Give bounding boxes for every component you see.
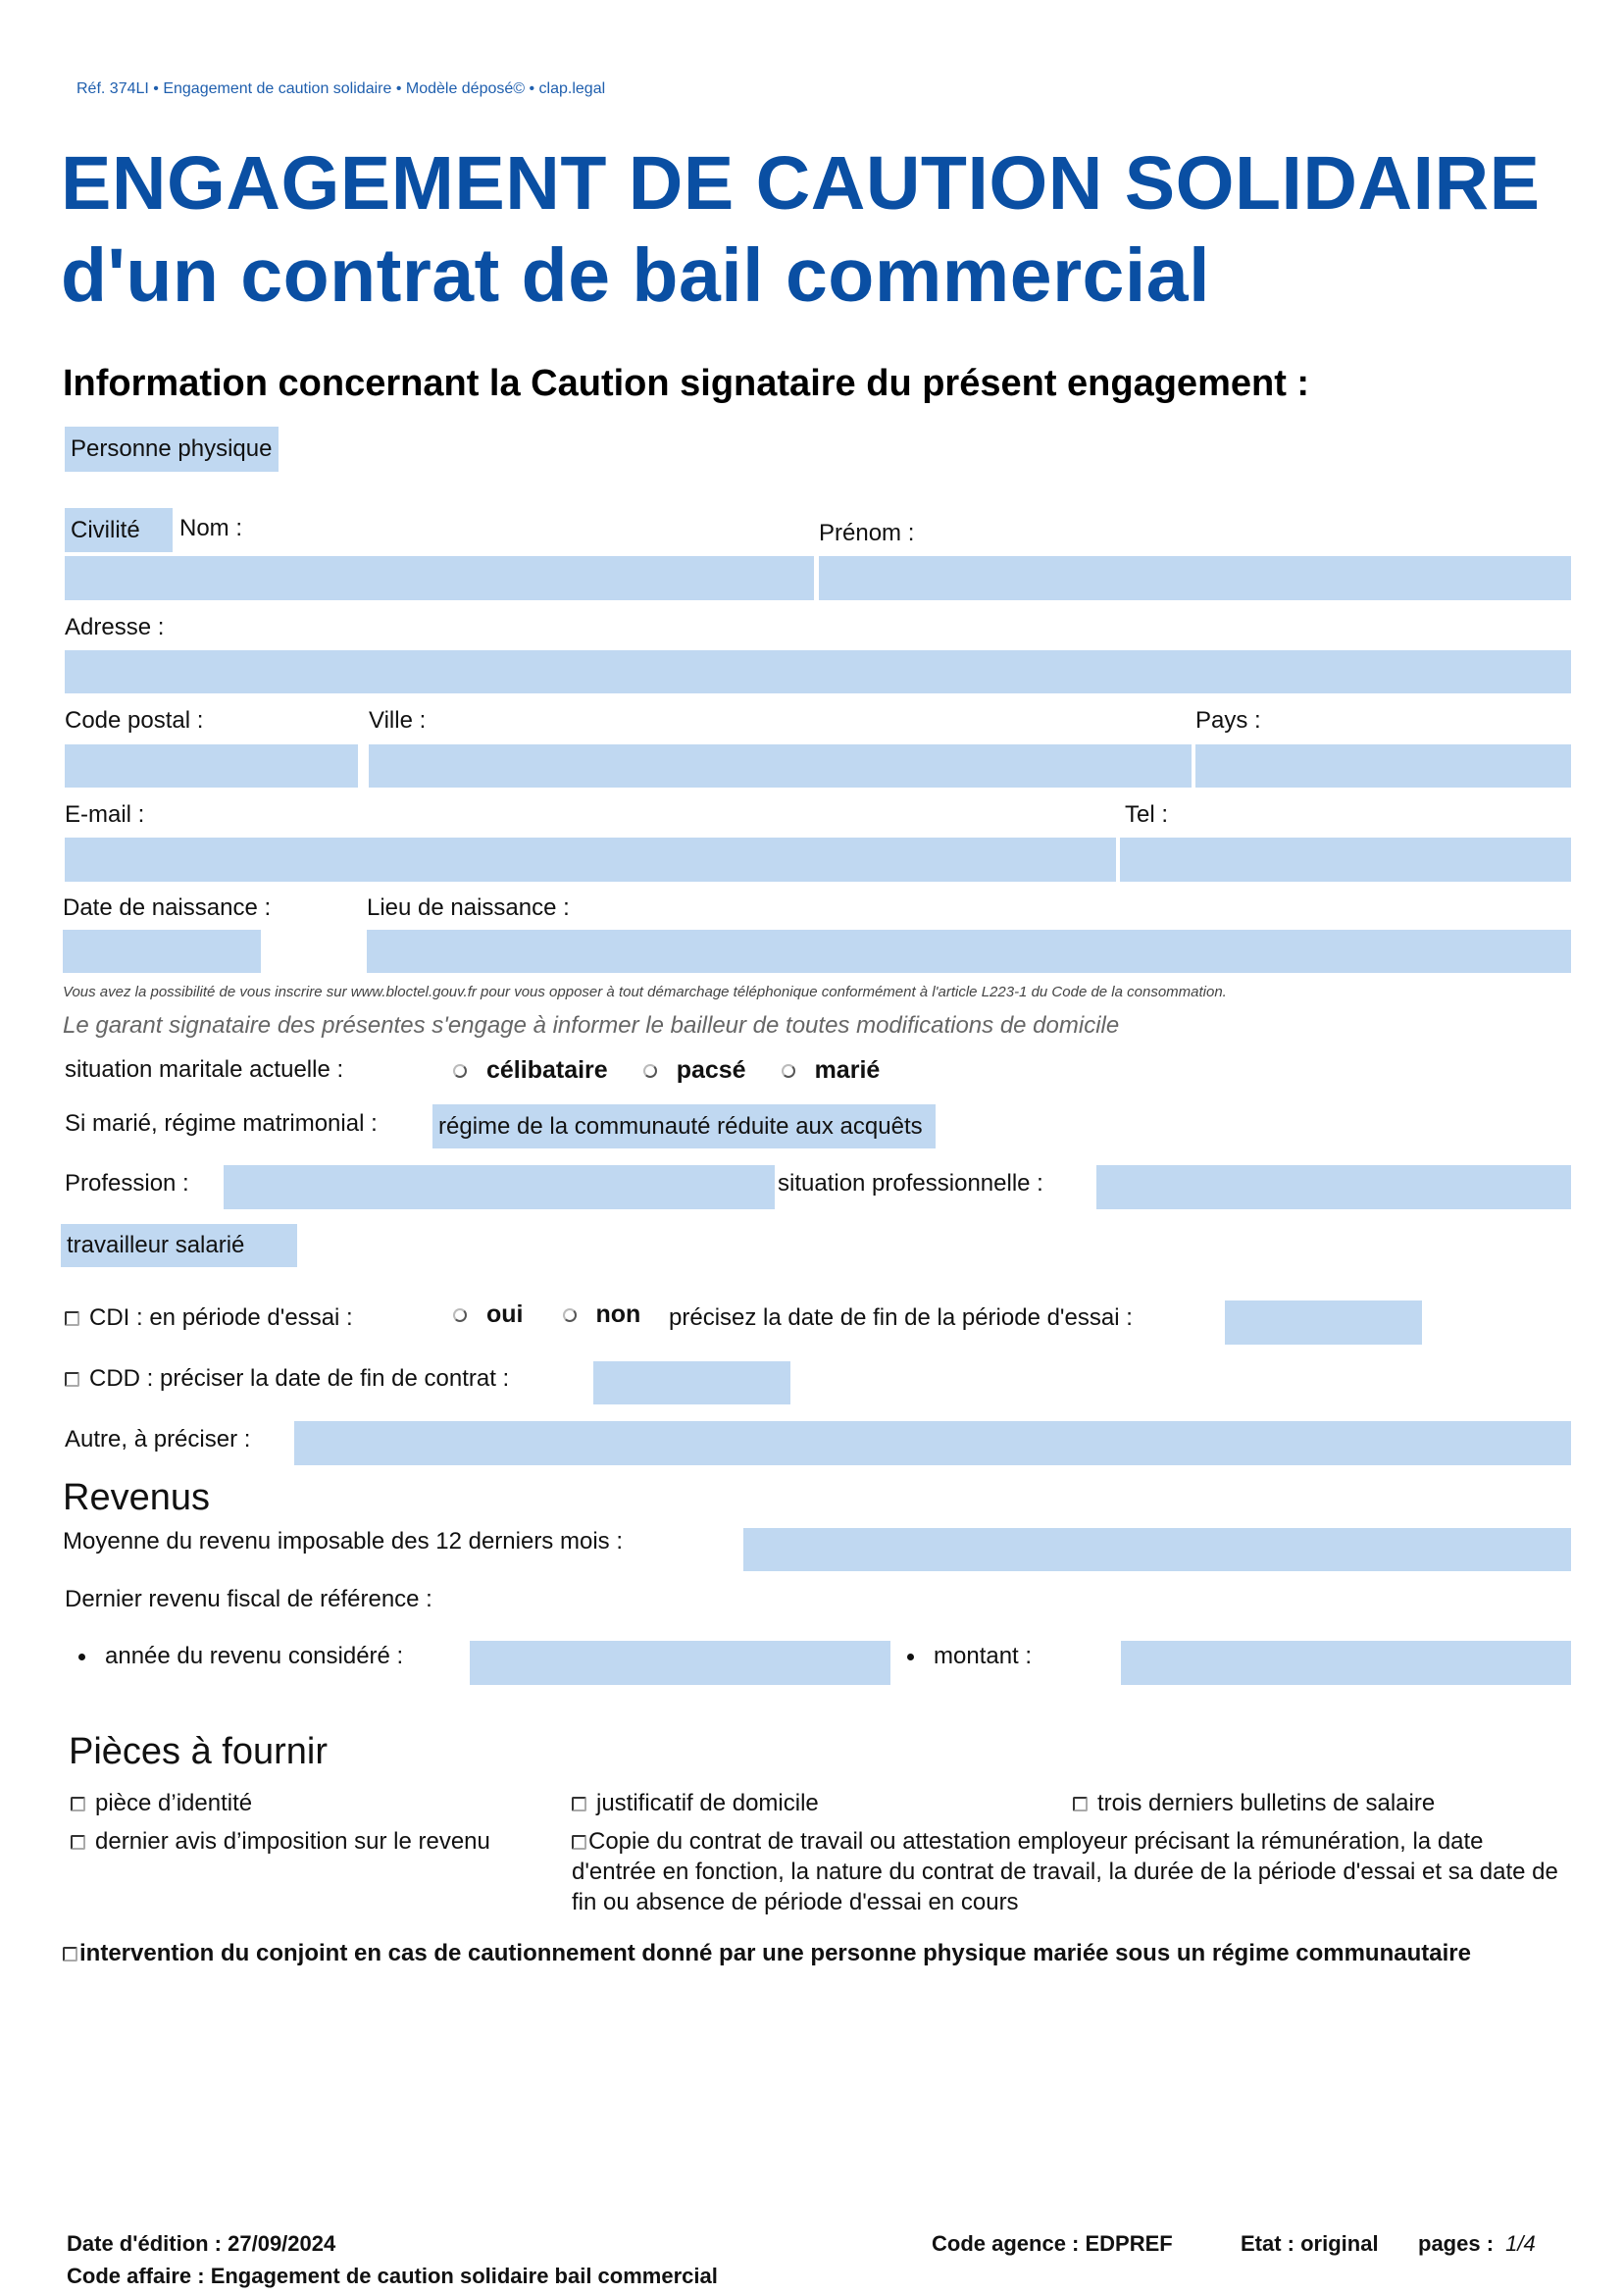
pieces-title: Pièces à fournir	[69, 1731, 329, 1772]
code-agence: Code agence : EDPREF	[932, 2231, 1173, 2256]
ville-field[interactable]	[369, 744, 1192, 788]
radio-pacse-label: pacsé	[676, 1056, 746, 1084]
radio-oui-label: oui	[486, 1300, 524, 1328]
profession-label: Profession :	[65, 1170, 189, 1197]
tel-field[interactable]	[1120, 838, 1571, 882]
domicile-note: Le garant signataire des présentes s'engage à informer le bailleur de toutes modifications de domicile	[63, 1012, 1120, 1039]
bulletins-salaire-label: trois derniers bulletins de salaire	[1097, 1790, 1436, 1816]
essai-fin-field[interactable]	[1225, 1300, 1422, 1345]
title-line-2: d'un contrat de bail commercial	[61, 233, 1210, 318]
cdi-label: CDI : en période d'essai :	[89, 1304, 353, 1331]
contrat-travail-label: Copie du contrat de travail ou attestation employeur précisant la rémunération, la date d'entrée en fonction, la nature du contrat de travail, la durée de la période d'essai et sa date de fin ou absence de période d'essai en cours	[572, 1828, 1558, 1915]
pays-label: Pays :	[1195, 707, 1261, 734]
conjoint-label: intervention du conjoint en cas de cautionnement donné par une personne physique mariée sous un régime communautaire	[79, 1940, 1471, 1966]
nom-field[interactable]	[65, 556, 814, 600]
pays-field[interactable]	[1195, 744, 1571, 788]
date-naissance-label: Date de naissance :	[63, 894, 272, 921]
lieu-naissance-label: Lieu de naissance :	[367, 894, 570, 921]
situation-maritale-label: situation maritale actuelle :	[65, 1056, 344, 1083]
piece-identite-checkbox[interactable]	[71, 1797, 85, 1811]
conjoint-row	[63, 1938, 1475, 1969]
cdd-checkbox[interactable]	[65, 1372, 79, 1387]
bullet-icon	[78, 1654, 85, 1660]
justificatif-domicile-checkbox[interactable]	[572, 1797, 586, 1811]
person-type-select[interactable]: Personne physique	[65, 427, 279, 472]
moyenne-revenu-field[interactable]	[743, 1528, 1571, 1571]
date-edition: Date d'édition : 27/09/2024	[67, 2231, 336, 2256]
document-reference: Réf. 374LI • Engagement de caution solidaire • Modèle déposé© • clap.legal	[76, 80, 606, 97]
radio-non-label: non	[595, 1300, 641, 1328]
revenu-fiscal-label: Dernier revenu fiscal de référence :	[65, 1586, 432, 1612]
montant-field[interactable]	[1121, 1641, 1571, 1685]
code-postal-field[interactable]	[65, 744, 358, 788]
montant-row	[907, 1643, 1032, 1670]
moyenne-revenu-label: Moyenne du revenu imposable des 12 derniers mois :	[63, 1528, 623, 1555]
cdi-row	[65, 1304, 353, 1332]
radio-pacse[interactable]	[643, 1064, 657, 1078]
bulletins-salaire-checkbox[interactable]	[1073, 1797, 1088, 1811]
contrat-travail-checkbox[interactable]	[572, 1835, 586, 1850]
ville-label: Ville :	[369, 707, 427, 734]
avis-imposition-label: dernier avis d’imposition sur le revenu	[95, 1828, 490, 1855]
autre-field[interactable]	[294, 1421, 1571, 1465]
essai-fin-label: précisez la date de fin de la période d'essai :	[669, 1304, 1133, 1331]
etat: Etat : original	[1241, 2231, 1379, 2256]
marital-radio-group	[453, 1056, 880, 1085]
pages-label: pages :	[1418, 2231, 1495, 2256]
piece-item	[71, 1826, 490, 1857]
piece-identite-label: pièce d’identité	[95, 1790, 253, 1816]
radio-celibataire-label: célibataire	[486, 1056, 608, 1084]
autre-label: Autre, à préciser :	[65, 1426, 251, 1453]
piece-item	[71, 1788, 252, 1818]
annee-revenu-label: année du revenu considéré :	[105, 1643, 404, 1669]
situation-pro-select[interactable]: travailleur salarié	[61, 1224, 297, 1267]
code-affaire: Code affaire : Engagement de caution solidaire bail commercial	[67, 2264, 718, 2288]
cdi-checkbox[interactable]	[65, 1311, 79, 1326]
conjoint-checkbox[interactable]	[63, 1947, 77, 1962]
radio-marie-label: marié	[814, 1056, 881, 1084]
radio-celibataire[interactable]	[453, 1064, 467, 1078]
title-line-1: ENGAGEMENT DE CAUTION SOLIDAIRE	[61, 141, 1541, 226]
email-field[interactable]	[65, 838, 1116, 882]
date-naissance-field[interactable]	[63, 930, 261, 973]
radio-non[interactable]	[563, 1308, 577, 1322]
piece-item	[1073, 1788, 1435, 1818]
annee-revenu-field[interactable]	[470, 1641, 890, 1685]
pages-value: 1/4	[1505, 2231, 1536, 2256]
radio-oui[interactable]	[453, 1308, 467, 1322]
section-title: Information concernant la Caution signataire du présent engagement :	[63, 363, 1310, 404]
radio-marie[interactable]	[782, 1064, 795, 1078]
annee-revenu-row	[78, 1643, 403, 1670]
montant-label: montant :	[934, 1643, 1033, 1669]
avis-imposition-checkbox[interactable]	[71, 1835, 85, 1850]
cdd-row	[65, 1365, 509, 1393]
nom-label: Nom :	[179, 515, 243, 541]
piece-item	[572, 1788, 819, 1818]
lieu-naissance-field[interactable]	[367, 930, 1571, 973]
adresse-label: Adresse :	[65, 614, 165, 640]
justificatif-domicile-label: justificatif de domicile	[596, 1790, 819, 1816]
cdd-date-field[interactable]	[593, 1361, 790, 1404]
profession-field[interactable]	[224, 1165, 775, 1209]
prenom-field[interactable]	[819, 556, 1571, 600]
regime-select[interactable]: régime de la communauté réduite aux acquêts	[432, 1104, 936, 1148]
adresse-field[interactable]	[65, 650, 1571, 693]
civilite-select[interactable]: Civilité	[65, 508, 173, 552]
document-title	[61, 137, 1541, 322]
pages-indicator	[1418, 2231, 1536, 2257]
prenom-label: Prénom :	[819, 520, 915, 546]
code-postal-label: Code postal :	[65, 707, 204, 734]
situation-pro-label: situation professionnelle :	[778, 1170, 1043, 1197]
bloctel-note: Vous avez la possibilité de vous inscrire sur www.bloctel.gouv.fr pour vous opposer à tout démarchage téléphonique conformément à l'article L223-1 du Code de la consommation.	[63, 984, 1227, 1000]
email-label: E-mail :	[65, 801, 145, 828]
situation-pro-field[interactable]	[1096, 1165, 1571, 1209]
bullet-icon	[907, 1654, 914, 1660]
tel-label: Tel :	[1125, 801, 1169, 828]
piece-item	[572, 1826, 1562, 1917]
revenus-title: Revenus	[63, 1477, 210, 1518]
regime-label: Si marié, régime matrimonial :	[65, 1110, 378, 1137]
cdd-label: CDD : préciser la date de fin de contrat :	[89, 1365, 510, 1392]
essai-radio-group	[453, 1300, 640, 1329]
